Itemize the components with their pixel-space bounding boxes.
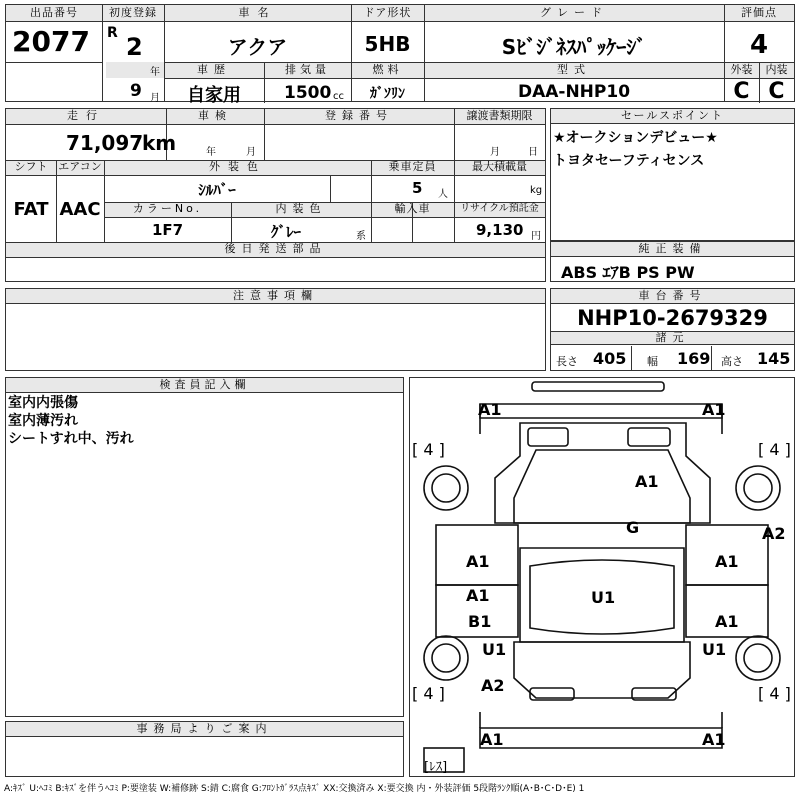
mileage-unit: km bbox=[142, 131, 177, 155]
capacity-label: 乗車定員 bbox=[388, 160, 437, 173]
sales-points-box bbox=[550, 108, 795, 241]
load-unit: kg bbox=[530, 185, 543, 196]
mark-left-quarter: U1 bbox=[482, 640, 507, 659]
chassis-box bbox=[550, 288, 795, 371]
int-color-label: 内装色 bbox=[275, 202, 327, 215]
displacement-label: 排気量 bbox=[285, 63, 330, 76]
equipment: ABS ｴｱB PS PW bbox=[561, 263, 695, 282]
later-parts-label: 後日発送部品 bbox=[224, 242, 327, 255]
specs-label: 諸元 bbox=[655, 331, 690, 344]
ext-color: ｼﾙﾊﾞｰ bbox=[198, 181, 236, 199]
mark-rear-left: A1 bbox=[480, 730, 504, 749]
history: 自家用 bbox=[187, 85, 241, 106]
mark-left-rear-door: A1 bbox=[466, 586, 490, 605]
mark-tire-rear-right: [ 4 ] bbox=[758, 684, 791, 703]
reg-no-label: 登録番号 bbox=[325, 109, 393, 122]
color-no-label: カラーNo. bbox=[132, 202, 203, 215]
notes-label: 注意事項欄 bbox=[6, 289, 545, 304]
notes-box bbox=[5, 288, 546, 371]
ac-label: エアコン bbox=[58, 160, 102, 173]
car-name-label: 車名 bbox=[238, 6, 277, 19]
reg-year: 2 bbox=[126, 33, 143, 61]
mark-left-rear-quarter: A2 bbox=[481, 676, 505, 695]
reg-month: 9 bbox=[130, 81, 142, 101]
first-reg-label: 初度登録 bbox=[109, 6, 157, 19]
inspection-year-unit: 年 bbox=[206, 147, 216, 158]
mark-tire-front-right: [ 4 ] bbox=[758, 440, 791, 459]
mark-left-rear-door-b: B1 bbox=[468, 612, 492, 631]
exterior-label: 外装 bbox=[730, 63, 753, 76]
length: 405 bbox=[593, 349, 627, 368]
model: DAA-NHP10 bbox=[517, 82, 631, 102]
sales-point-2: トヨタセーフティセンス bbox=[553, 153, 705, 169]
height: 145 bbox=[757, 349, 791, 368]
fuel-label: 燃料 bbox=[372, 63, 403, 76]
import-label: 輸入車 bbox=[394, 202, 431, 215]
displacement: 1500 bbox=[284, 83, 332, 103]
score-label: 評価点 bbox=[741, 6, 777, 19]
width: 169 bbox=[677, 349, 711, 368]
inspection-month-unit: 月 bbox=[246, 147, 256, 158]
inspector-note-1: 室内内張傷 bbox=[8, 395, 78, 411]
chassis-label: 車台番号 bbox=[551, 289, 794, 304]
office-box bbox=[5, 721, 404, 777]
mark-right-front-door: A1 bbox=[715, 552, 739, 571]
grade: Sﾋﾞｼﾞﾈｽﾊﾟｯｹｰｼﾞ bbox=[501, 35, 647, 59]
mark-rear-right: A1 bbox=[702, 730, 726, 749]
mark-front-right: A1 bbox=[702, 400, 726, 419]
interior-grade: C bbox=[768, 79, 785, 104]
mark-front-left: A1 bbox=[478, 400, 502, 419]
load-label: 最大積載量 bbox=[472, 160, 527, 173]
recycle-fee: 9,130 bbox=[476, 221, 524, 239]
mark-roof: U1 bbox=[591, 588, 616, 607]
sales-point-1: ★オークションデビュー★ bbox=[553, 130, 718, 146]
interior-label: 内装 bbox=[765, 63, 788, 76]
car-name: アクア bbox=[227, 35, 288, 59]
length-label: 長さ bbox=[556, 355, 578, 368]
era: R bbox=[107, 25, 118, 41]
mark-tire-front-left: [ 4 ] bbox=[412, 440, 445, 459]
mark-right-rear-door: A1 bbox=[715, 612, 739, 631]
chassis-number: NHP10-2679329 bbox=[577, 306, 768, 330]
mileage: 71,097 bbox=[66, 131, 144, 155]
height-label: 高さ bbox=[721, 355, 743, 368]
int-color-unit: 系 bbox=[356, 231, 366, 242]
equipment-box bbox=[550, 241, 795, 282]
width-label: 幅 bbox=[647, 355, 658, 368]
car-outline-diagram bbox=[410, 378, 794, 776]
mark-tire-rear-left: [ 4 ] bbox=[412, 684, 445, 703]
lot-label: 出品番号 bbox=[30, 6, 78, 19]
capacity-unit: 人 bbox=[438, 189, 448, 200]
mark-right-quarter: U1 bbox=[702, 640, 727, 659]
ext-color-label: 外装色 bbox=[209, 160, 266, 173]
recycle-label: リサイクル預託金 bbox=[460, 203, 539, 214]
score: 4 bbox=[749, 30, 769, 60]
color-no: 1F7 bbox=[151, 221, 184, 239]
mark-windshield: G bbox=[626, 518, 640, 537]
transfer-month-unit: 月 bbox=[490, 147, 500, 158]
door-label: ドア形状 bbox=[363, 6, 412, 19]
mark-left-front-door: A1 bbox=[466, 552, 490, 571]
inspector-note-2: 室内薄汚れ bbox=[8, 413, 78, 429]
model-label: 型式 bbox=[557, 63, 591, 76]
inspector-label: 検査員記入欄 bbox=[6, 378, 403, 393]
sales-points-label: セールスポイント bbox=[551, 109, 794, 124]
capacity: 5 bbox=[412, 179, 423, 197]
ac: AAC bbox=[59, 199, 101, 220]
mark-spare: [ﾚｽ] bbox=[424, 760, 448, 775]
header-grid bbox=[5, 4, 795, 106]
int-color: ｸﾞﾚｰ bbox=[270, 223, 301, 241]
exterior-grade: C bbox=[733, 79, 750, 104]
damage-diagram bbox=[409, 377, 795, 777]
recycle-unit: 円 bbox=[531, 231, 541, 242]
office-label: 事務局よりご案内 bbox=[6, 722, 403, 737]
door-type: 5HB bbox=[364, 32, 411, 56]
fuel: ｶﾞｿﾘﾝ bbox=[370, 86, 405, 102]
vehicle-details-grid bbox=[5, 108, 546, 282]
history-label: 車歴 bbox=[197, 63, 231, 76]
mark-right-fender: A2 bbox=[762, 524, 786, 543]
inspection-label: 車検 bbox=[198, 109, 232, 122]
legend: A:ｷｽﾞ U:ﾍｺﾐ B:ｷｽﾞを伴うﾍｺﾐ P:要塗装 W:補修跡 S:錆 C:腐食 G:ﾌﾛﾝﾄｶﾞﾗｽ点ｷｽﾞ XX:交換済み X:要交換 内・外装評価 5段階ﾗﾝｸ順(A･B･C･D･E) 1 bbox=[4, 784, 585, 794]
equipment-label: 純正装備 bbox=[551, 242, 794, 257]
shift: FAT bbox=[13, 199, 49, 220]
lot-number: 2077 bbox=[12, 25, 90, 58]
grade-label: グレード bbox=[540, 6, 608, 19]
year-unit: 年 bbox=[150, 67, 160, 78]
mark-bonnet: A1 bbox=[635, 472, 659, 491]
inspector-box bbox=[5, 377, 404, 717]
transfer-day-unit: 日 bbox=[528, 147, 538, 158]
mileage-label: 走行 bbox=[67, 109, 105, 122]
month-unit: 月 bbox=[150, 93, 160, 104]
displacement-unit: cc bbox=[333, 91, 344, 102]
inspector-note-3: シートすれ中、汚れ bbox=[8, 431, 134, 447]
shift-label: シフト bbox=[14, 160, 48, 173]
transfer-label: 譲渡書類期限 bbox=[466, 109, 533, 122]
